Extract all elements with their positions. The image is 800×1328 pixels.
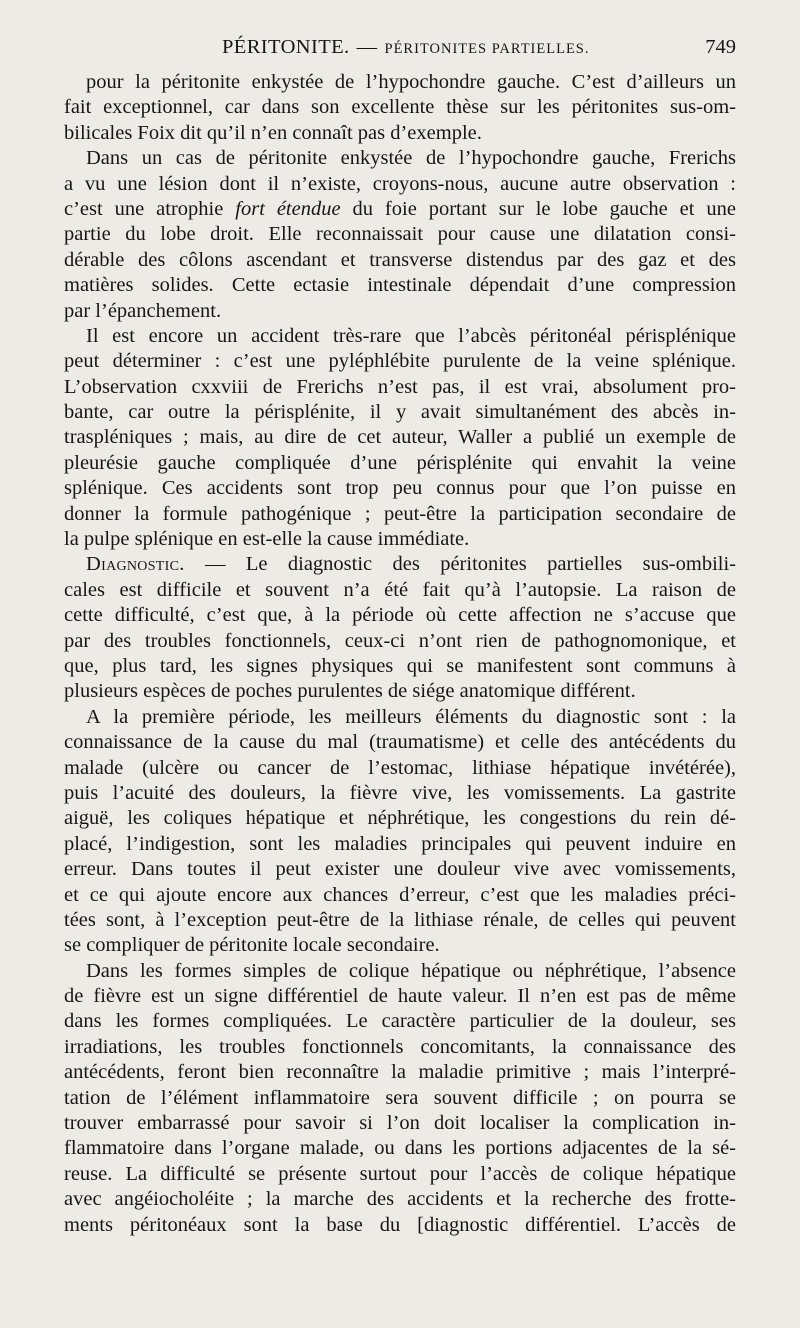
text-line: placé, l’indigestion, sont les maladies principales qui peuvent induire en (64, 832, 736, 855)
body-text (64, 70, 736, 1238)
emphasis: fort étendue (235, 197, 341, 220)
text-line: flammatoire dans l’organe malade, ou dans les portions adjacentes de la sé- (64, 1137, 736, 1160)
text-line: Il est encore un accident très-rare que l’abcès péritonéal périsplénique (86, 324, 736, 347)
text-line: erreur. Dans toutes il peut exister une douleur vive avec vomissements, (64, 858, 736, 881)
text-line: connaissance de la cause du mal (traumatisme) et celle des antécédents du (64, 731, 736, 754)
text-line: bante, car outre la périsplénite, il y avait simultanément des abcès in- (64, 401, 736, 424)
text-line: par des troubles fonctionnels, ceux-ci n’ont rien de pathognomonique, et (64, 629, 736, 652)
text-line: A la première période, les meilleurs éléments du diagnostic sont : la (86, 705, 736, 728)
text-line: reuse. La difficulté se présente surtout pour l’accès de colique hépatique (64, 1162, 736, 1185)
text-line: L’observation cxxviii de Frerichs n’est pas, il est vrai, absolument pro- (64, 375, 736, 398)
text-line: peut déterminer : c’est une pyléphlébite purulente de la veine splénique. (64, 350, 736, 373)
text-line: que, plus tard, les signes physiques qui se manifestent sont communs à (64, 654, 736, 677)
chapter-title: PÉRITONITE. (222, 36, 350, 58)
text-line: et ce qui ajoute encore aux chances d’erreur, c’est que les maladies préci- (64, 883, 736, 906)
text-line: antécédents, feront bien reconnaître la maladie primitive ; mais l’interpré- (64, 1061, 736, 1084)
text-line: partie du lobe droit. Elle reconnaissait pour cause une dilatation consi- (64, 223, 736, 246)
paragraph (64, 146, 736, 324)
text-line: c’est une atrophie fort étendue du foie portant sur le lobe gauche et une (64, 197, 736, 220)
text-line: tées sont, à l’exception peut-être de la lithiase rénale, de celles qui peuvent (64, 908, 736, 931)
paragraph (64, 552, 736, 704)
text-line: splénique. Ces accidents sont trop peu connus pour que l’on puisse en (64, 477, 736, 500)
text-line: trouver embarrassé pour savoir si l’on doit localiser la complication in- (64, 1112, 736, 1135)
section-title: PÉRITONITES PARTIELLES. (384, 41, 590, 57)
text-line: pour la péritonite enkystée de l’hypochondre gauche. C’est d’ailleurs un (86, 71, 736, 93)
text-line: de fièvre est un signe différentiel de haute valeur. Il n’en est pas de même (64, 985, 736, 1008)
text-line: plusieurs espèces de poches purulentes de siége anatomique différent. (64, 680, 636, 703)
text-line: avec angéiocholéite ; la marche des accidents et la recherche des frotte- (64, 1188, 736, 1211)
text-line: tation de l’élément inflammatoire sera souvent difficile ; on pourra se (64, 1086, 736, 1109)
text-line: a vu une lésion dont il n’existe, croyons-nous, aucune autre observation : (64, 172, 736, 195)
text-line: traspléniques ; mais, au dire de cet auteur, Waller a publié un exemple de (64, 426, 736, 449)
paragraph (64, 959, 736, 1238)
text-line: ments péritonéaux sont la base du [diagnostic différentiel. L’accès de (64, 1213, 736, 1236)
text-line: malade (ulcère ou cancer de l’estomac, lithiase hépatique invétérée), (64, 756, 736, 779)
text-line: fait exceptionnel, car dans son excellente thèse sur les péritonites sus-om- (64, 96, 736, 119)
section-heading: Diagnostic. (86, 553, 185, 576)
text-line: matières solides. Cette ectasie intestinale dépendait d’une compression (64, 274, 736, 297)
running-header (64, 36, 736, 62)
text-line: pleurésie gauche compliquée d’une périsplénite qui envahit la veine (64, 451, 736, 474)
text-line: aiguë, les coliques hépatique et néphrétique, les congestions du rein dé- (64, 807, 736, 830)
text-line: irradiations, les troubles fonctionnels concomitants, la connaissance des (64, 1035, 736, 1058)
text-line: la pulpe splénique en est-elle la cause immédiate. (64, 528, 470, 551)
text-line: dérable des côlons ascendant et transverse distendus par des gaz et des (64, 248, 736, 271)
text-line: cales est difficile et souvent n’a été fait qu’à l’autopsie. La raison de (64, 578, 736, 601)
paragraph (64, 324, 736, 553)
text-line: se compliquer de péritonite locale secondaire. (64, 934, 440, 957)
text-line: Dans les formes simples de colique hépatique ou néphrétique, l’absence (86, 959, 736, 982)
header-dash: — (356, 36, 378, 58)
text-line: par l’épanchement. (64, 299, 222, 322)
text-line: Diagnostic. — Le diagnostic des péritonites partielles sus-ombili- (86, 553, 736, 576)
paragraph (64, 70, 736, 146)
text-line: bilicales Foix dit qu’il n’en connaît pas d’exemple. (64, 121, 482, 144)
page-number: 749 (705, 36, 736, 58)
paragraph (64, 705, 736, 959)
text-line: donner la formule pathogénique ; peut-être la participation secondaire de (64, 502, 736, 525)
text-line: cette difficulté, c’est que, à la période où cette affection ne s’accuse que (64, 604, 736, 627)
text-line: Dans un cas de péritonite enkystée de l’hypochondre gauche, Frerichs (86, 147, 736, 170)
text-line: puis l’acuité des douleurs, la fièvre vive, les vomissements. La gastrite (64, 781, 736, 804)
text-line: dans les formes compliquées. Le caractère particulier de la douleur, ses (64, 1010, 736, 1033)
running-title (222, 36, 590, 59)
